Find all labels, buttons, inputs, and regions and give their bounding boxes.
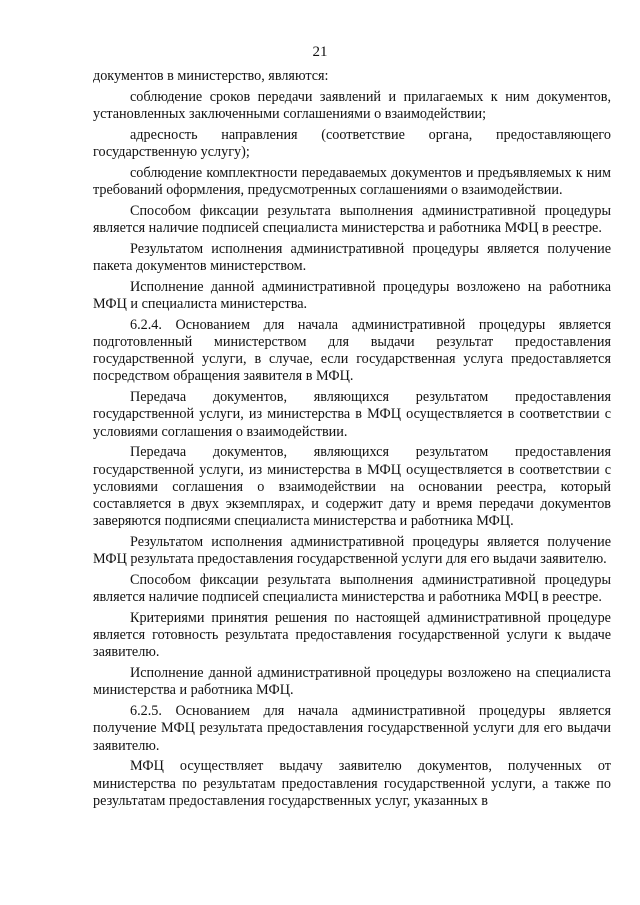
paragraph: МФЦ осуществляет выдачу заявителю документов, полученных от министерства по результатам предоставления государственной услуги, а также по результатам предоставления государственных услуг, указанных в [93,758,611,809]
paragraph: Передача документов, являющихся результатом предоставления государственной услуги, из министерства в МФЦ осуществляется в соответствии с условиями соглашения о взаимодействии. [93,389,611,440]
paragraph: документов в министерство, являются: [93,68,329,84]
paragraph: Передача документов, являющихся результатом предоставления государственной услуги, из министерства в МФЦ осуществляется в соответствии с условиями соглашения о взаимодействии на основании реестра, который составляется в двух экземплярах, и содержит дату и время передачи документов заверяются подписями специалиста министерства и работника МФЦ. [93,444,611,530]
paragraph: Способом фиксации результата выполнения административной процедуры является наличие подписей специалиста министерства и работника МФЦ в реестре. [93,202,611,236]
paragraph: соблюдение сроков передачи заявлений и прилагаемых к ним документов, установленных заключенными соглашениями о взаимодействии; [93,88,611,122]
paragraph: Результатом исполнения административной процедуры является получение пакета документов министерством. [93,240,611,274]
paragraph: Способом фиксации результата выполнения административной процедуры является наличие подписей специалиста министерства и работника МФЦ в реестре. [93,572,611,606]
paragraph: Критериями принятия решения по настоящей административной процедуре является готовность результата предоставления государственной услуги к выдаче заявителю. [93,610,611,661]
document-body [93,68,611,814]
page-number: 21 [312,44,328,60]
paragraph: Результатом исполнения административной процедуры является получение МФЦ результата предоставления государственной услуги для его выдачи заявителю. [93,534,611,568]
paragraph: Исполнение данной административной процедуры возложено на работника МФЦ и специалиста министерства. [93,278,611,312]
paragraph: Исполнение данной административной процедуры возложено на специалиста министерства и работника МФЦ. [93,665,611,699]
paragraph: адресность направления (соответствие органа, предоставляющего государственную услугу); [93,126,611,160]
paragraph: 6.2.4. Основанием для начала административной процедуры является подготовленный министерством для выдачи результат предоставления государственной услуги, в случае, если государственная услуга предоставляется посредством обращения заявителя в МФЦ. [93,316,611,385]
paragraph: соблюдение комплектности передаваемых документов и предъявляемых к ним требований оформления, предусмотренных соглашениями о взаимодействии. [93,164,611,198]
paragraph: 6.2.5. Основанием для начала административной процедуры является получение МФЦ результата предоставления государственной услуги для его выдачи заявителю. [93,703,611,754]
